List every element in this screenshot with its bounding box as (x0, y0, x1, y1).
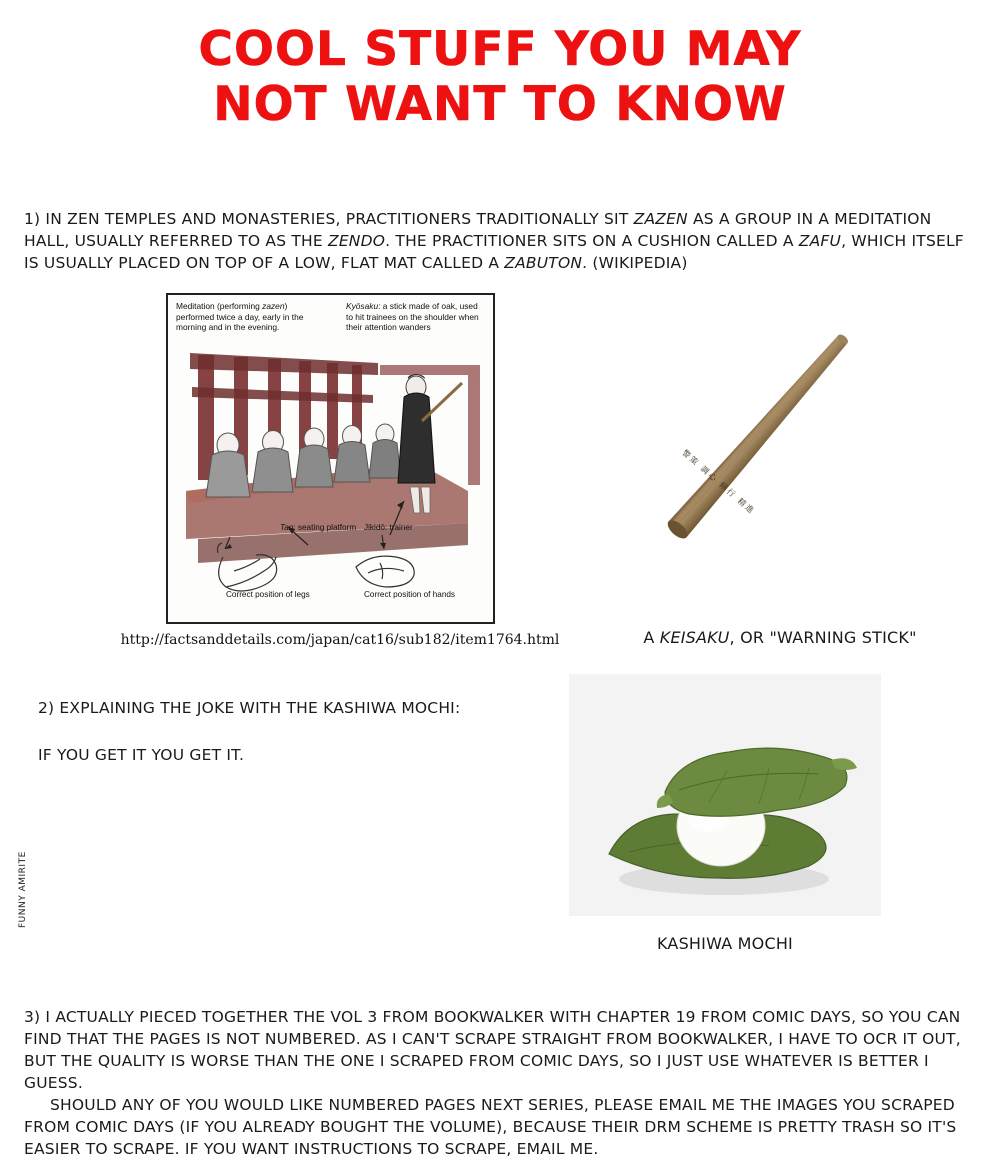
note-item-3 (24, 1006, 978, 1160)
note-item-3-paragraph-1: 3) I ACTUALLY PIECED TOGETHER THE VOL 3 FROM BOOKWALKER WITH CHAPTER 19 FROM COMIC DAYS, SO YOU CAN FIND THAT THE PAGES IS NOT NUMBERED. AS I CAN'T SCRAPE STRAIGHT FROM BOOKWALKER, I HAVE TO OCR IT OUT, BUT THE QUALITY IS WORSE THAN THE ONE I SCRAPED FROM COMIC DAYS, SO I JUST USE WHATEVER IS BETTER I GUESS. (24, 1008, 961, 1092)
zazen-label-legs: Correct position of legs (226, 590, 310, 599)
page-title (0, 22, 1000, 133)
page-title-line1: COOL STUFF YOU MAY (198, 22, 802, 77)
kashiwa-mochi-photo (569, 674, 881, 916)
zazen-source-url: http://factsanddetails.com/japan/cat16/sub182/item1764.html (120, 632, 560, 648)
zazen-label-jikido: Jikidō: trainer (364, 523, 413, 532)
keisaku-stick-photo (600, 305, 900, 575)
keisaku-caption (580, 628, 980, 647)
svg-text:警策 調心 修行 精進: 警策 調心 修行 精進 (680, 448, 757, 517)
zazen-label-tan: Tan: seating platform (280, 523, 357, 532)
page-title-line2: NOT WANT TO KNOW (213, 77, 787, 133)
zazen-caption-top-left: Meditation (performing zazen) performed twice a day, early in the morning and in the evening. (176, 301, 304, 333)
kashiwa-mochi-illustration (569, 674, 881, 916)
note-item-3-paragraph-2: SHOULD ANY OF YOU WOULD LIKE NUMBERED PAGES NEXT SERIES, PLEASE EMAIL ME THE IMAGES YOU SCRAPED FROM COMIC DAYS (IF YOU ALREADY BOUGHT THE VOLUME), BECAUSE THEIR DRM SCHEME IS PRETTY TRASH SO IT'S EASIER TO SCRAPE. IF YOU WANT INSTRUCTIONS TO SCRAPE, EMAIL ME. (24, 1096, 957, 1158)
note-item-2-heading: 2) EXPLAINING THE JOKE WITH THE KASHIWA MOCHI: (38, 699, 461, 717)
zazen-meditation-hall-diagram (166, 293, 495, 624)
zazen-caption-top-right: Kyōsaku: a stick made of oak, used to hit trainees on the shoulder when their attention wanders (346, 301, 479, 333)
keisaku-caption-text: A KEISAKU, OR "WARNING STICK" (643, 628, 917, 647)
keisaku-stick-illustration (600, 305, 900, 575)
zazen-diagram-illustration (168, 295, 493, 622)
note-item-2-subtext: IF YOU GET IT YOU GET IT. (38, 746, 245, 764)
zazen-label-hands: Correct position of hands (364, 590, 456, 599)
sideways-credit: FUNNY AMIRITE (18, 851, 28, 928)
note-item-1: 1) IN ZEN TEMPLES AND MONASTERIES, PRACTITIONERS TRADITIONALLY SIT ZAZEN AS A GROUP IN A MEDITATION HALL, USUALLY REFERRED TO AS THE ZENDO. THE PRACTITIONER SITS ON A CUSHION CALLED A ZAFU, WHICH ITSELF IS USUALLY PLACED ON TOP OF A LOW, FLAT MAT CALLED A ZABUTON. (WIKIPEDIA) (24, 210, 964, 272)
kashiwa-mochi-caption: KASHIWA MOCHI (657, 934, 793, 953)
